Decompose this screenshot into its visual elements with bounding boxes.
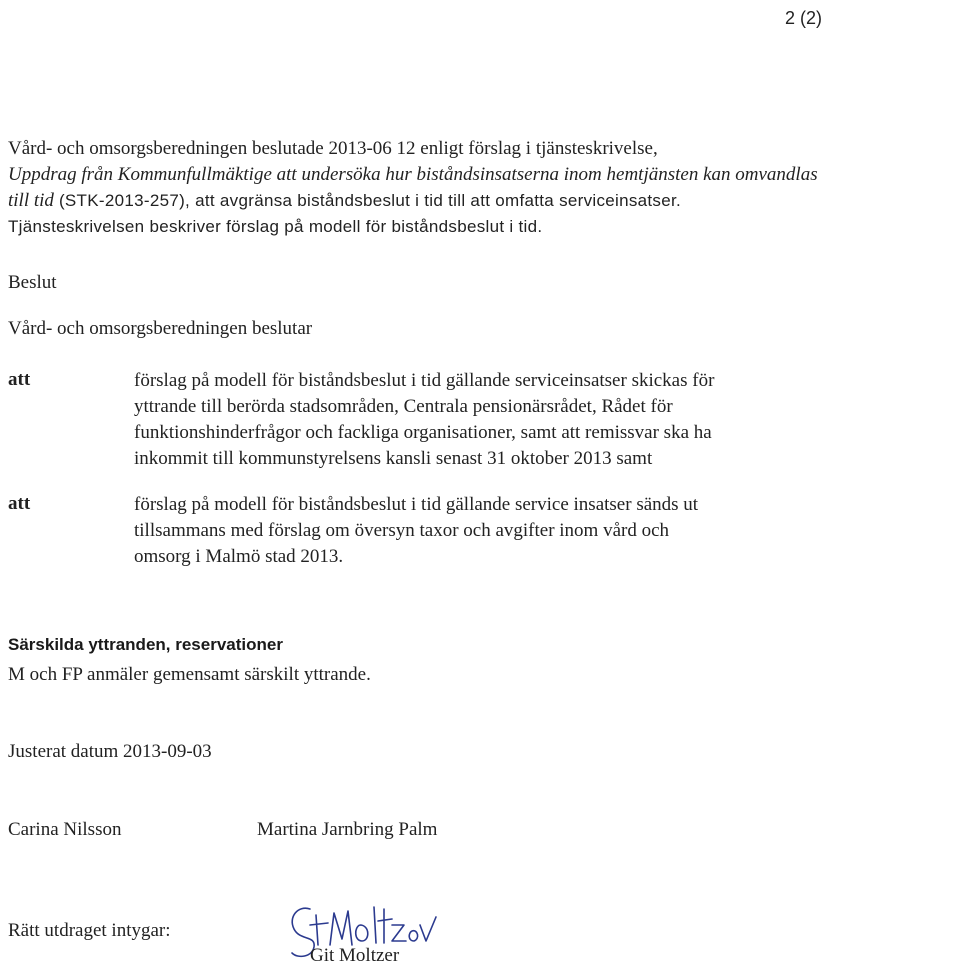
signatory-2: Martina Jarnbring Palm (257, 819, 438, 840)
att-label-2: att (8, 493, 31, 514)
att-item-1-line-2: yttrande till berörda stadsområden, Centrala pensionärsrådet, Rådet för (134, 396, 673, 417)
beslut-heading: Beslut (8, 272, 57, 293)
att-item-2-line-2: tillsammans med förslag om översyn taxor och avgifter inom vård och (134, 520, 670, 541)
att-label-1: att (8, 369, 31, 390)
att-item-2-line-1: förslag på modell för biståndsbeslut i tid gällande service insatser sänds ut (134, 494, 699, 515)
att-item-1-line-4: inkommit till kommunstyrelsens kansli senast 31 oktober 2013 samt (134, 448, 653, 469)
att-item-1-line-3: funktionshinderfrågor och fackliga organisationer, samt att remissvar ska ha (134, 422, 712, 443)
att-item-1-text (134, 368, 834, 472)
ratt-utdraget-label: Rätt utdraget intygar: (8, 920, 171, 941)
att-item-2-text (134, 492, 834, 570)
signatory-1: Carina Nilsson (8, 819, 122, 840)
beslutar-line: Vård- och omsorgsberedningen beslutar (8, 318, 313, 339)
intro-line-3 (8, 188, 828, 214)
page-number: 2 (2) (784, 8, 822, 28)
section-title: Särskilda yttranden, reservationer (8, 635, 283, 654)
justerat-date: Justerat datum 2013-09-03 (8, 741, 212, 762)
section-text: M och FP anmäler gemensamt särskilt yttrande. (8, 664, 371, 685)
intro-line-1: Vård- och omsorgsberedningen beslutade 2013-06 12 enligt förslag i tjänsteskrivelse, (8, 138, 658, 159)
intro-paragraph (8, 136, 828, 240)
certifier-name: Git Moltzer (310, 945, 400, 966)
att-item-1-line-1: förslag på modell för biståndsbeslut i tid gällande serviceinsatser skickas för (134, 370, 715, 391)
intro-line-3-italic: till tid (8, 190, 54, 211)
intro-line-2-italic: Uppdrag från Kommunfullmäktige att undersöka hur biståndsinsatserna inom hemtjänsten kan omvandlas (8, 164, 818, 185)
intro-line-3-rest: (STK-2013-257), att avgränsa biståndsbeslut i tid till att omfatta serviceinsatser. (53, 191, 682, 210)
att-item-2-line-3: omsorg i Malmö stad 2013. (134, 546, 344, 567)
intro-line-4: Tjänsteskrivelsen beskriver förslag på modell för biståndsbeslut i tid. (8, 217, 543, 236)
